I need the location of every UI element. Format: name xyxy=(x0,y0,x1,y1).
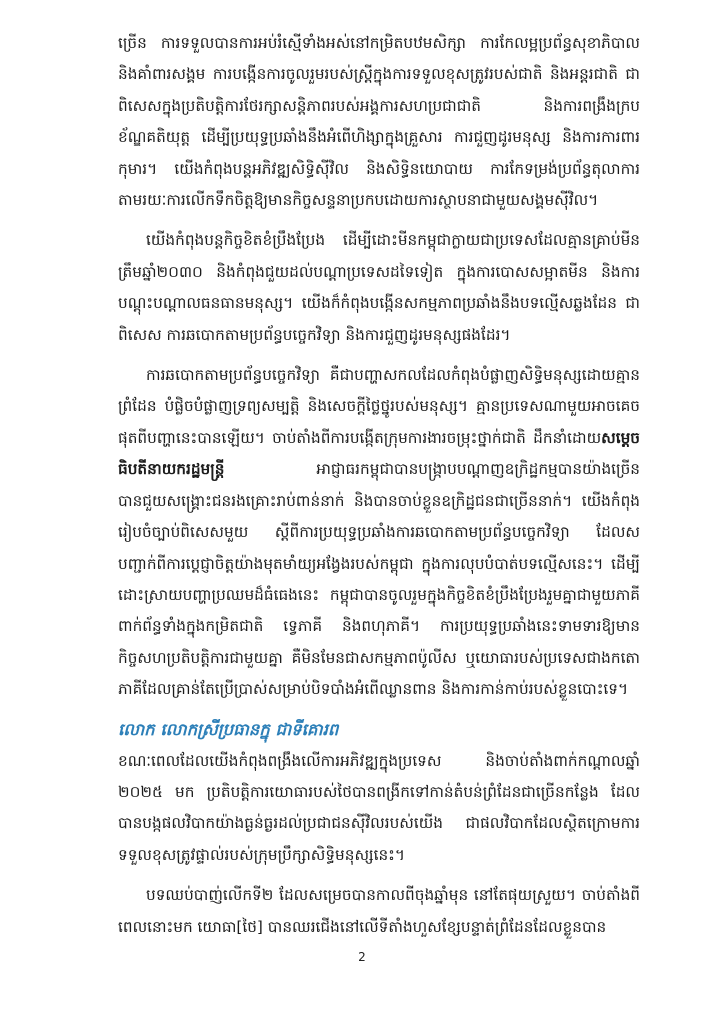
paragraph-3 xyxy=(118,360,640,705)
paragraph-1: ច្រើន ការទទួលបានការអប់រំស្មើទាំងអស់នៅកម្រិតបឋមសិក្សា ការកែលម្អប្រព័ន្ធសុខាភិបាល និងគាំពារសង្គម ការបង្កើនការចូលរួមរបស់ស្ត្រីក្នុងការទទួលខុសត្រូវរបស់ជាតិ និងអន្តរជាតិ ជាពិសេសក្នុងប្រតិបត្តិការថែរក្សាសន្តិភាពរបស់អង្គការសហប្រជាជាតិ និងការពង្រឹងក្របខ័ណ្ឌគតិយុត្ត ដើម្បីប្រយុទ្ធប្រឆាំងនឹងអំពើហិង្សាក្នុងគ្រួសារ ការជួញដូរមនុស្ស និងការការពារកុមារ។ យើងកំពុងបន្តអភិវឌ្ឍសិទ្ធិស៊ីវិល និងសិទ្ធិនយោបាយ ការកែទម្រង់ប្រព័ន្ធតុលាការ តាមរយៈការលើកទឹកចិត្តឱ្យមានកិច្ចសន្ទនាប្រកបដោយការស្ថាបនាជាមួយសង្គមស៊ីវិល។ xyxy=(118,34,640,210)
page-number: 2 xyxy=(358,950,366,964)
document-page xyxy=(118,28,640,943)
paragraph-3-text-after: អាជ្ញាធរកម្ពុជាបានបង្ក្រាបបណ្តាញឧក្រិដ្ឋកម្មបានយ៉ាងច្រើន បានជួយសង្គ្រោះជនរងគ្រោះរាប់ពាន់នាក់ និងបានចាប់ខ្លួនឧក្រិដ្ឋជនជាច្រើននាក់។ យើងកំពុងរៀបចំច្បាប់ពិសេសមួយ ស្តីពីការប្រយុទ្ធប្រឆាំងការឆបោកតាមប្រព័ន្ធបច្ចេកវិទ្យា ដែលសបញ្ជាក់ពីការប្តេជ្ញាចិត្តយ៉ាងមុតមាំយ្យអង្វែងរបស់កម្ពុជា ក្នុងការលុបបំបាត់បទល្មើសនេះ។ ដើម្បីដោះស្រាយបញ្ហាប្រឈមដ៏ធំធេងនេះ កម្ពុជាបានចូលរួមក្នុងកិច្ចខិតខំប្រឹងប្រែងរួមគ្នាជាមួយភាគីពាក់ព័ន្ធទាំងក្នុងកម្រិតជាតិ ទ្វេភាគី និងពហុភាគី។ ការប្រយុទ្ធប្រឆាំងនេះទាមទារឱ្យមានកិច្ចសហប្រតិបត្តិការជាមួយគ្នា គឺមិនមែនជាសកម្មភាពប៉ូលីស ឬយោធារបស់ប្រទេសជាងកតោភាគីដែលគ្រាន់តែប្រើប្រាស់សម្រាប់បិទបាំងអំពើឈ្លានពាន និងការកាន់កាប់របស់ខ្លួនបោះទេ។ xyxy=(118,460,640,699)
paragraph-2: យើងកំពុងបន្តកិច្ចខិតខំប្រឹងប្រែង ដើម្បីដោះមីនកម្ពុជាក្លាយជាប្រទេសដែលគ្មានគ្រាប់មីន ត្រឹមឆ្នាំ២០៣០ និងកំពុងជួយដល់បណ្តាប្រទេសដទៃទៀត ក្នុងការបោសសម្អាតមីន និងការបណ្តុះបណ្តាលធនធានមនុស្ស។ យើងក៏កំពុងបង្កើនសកម្មភាពប្រឆាំងនឹងបទល្មើសឆ្លងដែន ជាពិសេស ការឆបោកតាមប្រព័ន្ធបច្ចេកវិទ្យា និងការជួញដូរមនុស្សផងដែរ។ xyxy=(118,231,640,344)
paragraph-3-bold-title: សម្តេចធិបតីនាយករដ្ឋមន្ត្រី xyxy=(118,428,640,479)
section-heading: លោក លោកស្រីប្រធានក្នុ ជាទីគោរព xyxy=(118,719,339,739)
paragraph-5: បទឈប់បាញ់លើកទី២ ដែលសម្រេចបានកាលពីចុងឆ្នាំមុន នៅតែផុយស្រួយ។ ចាប់តាំងពីពេលនោះមក យោធា[ថៃ] បានឈរជើងនៅលើទីតាំងហួសខ្សែបន្ទាត់ព្រំដែនដែលខ្លួនបាន xyxy=(118,886,640,936)
paragraph-3-text-before: ការឆបោកតាមប្រព័ន្ធបច្ចេកវិទ្យា គឺជាបញ្ហាសកលដែលកំពុងបំផ្លាញសិទ្ធិមនុស្សដោយគ្មានព្រំដែន បំផ្លិចបំផ្លាញទ្រព្យសម្បត្តិ និងសេចក្តីថ្លៃថ្នូរបស់មនុស្ស។ គ្មានប្រទេសណាមួយអាចគេចផុតពីបញ្ហានេះបានឡើយ។ ចាប់តាំងពីការបង្កើតក្រុមការងារចម្រុះថ្នាក់ជាតិ ដឹកនាំដោយ xyxy=(118,366,640,447)
paragraph-4: ខណៈពេលដែលយើងកំពុងពង្រឹងលើការអភិវឌ្ឍក្នុងប្រទេស និងចាប់តាំងពាក់កណ្តាលឆ្នាំ ២០២៥ មក ប្រតិបត្តិការយោធារបស់ថៃបានពង្រីកទៅកាន់តំបន់ព្រំដែនជាច្រើនកន្លែង ដែលបានបង្កផលវិបាកយ៉ាងធ្ងន់ធ្ងរដល់ប្រជាជនស៊ីវិលរបស់យើង ជាផលវិបាកដែលស្ថិតក្រោមការទទួលខុសត្រូវផ្ទាល់របស់ក្រុមប្រឹក្សាសិទ្ធិមនុស្សនេះ។ xyxy=(118,751,640,864)
